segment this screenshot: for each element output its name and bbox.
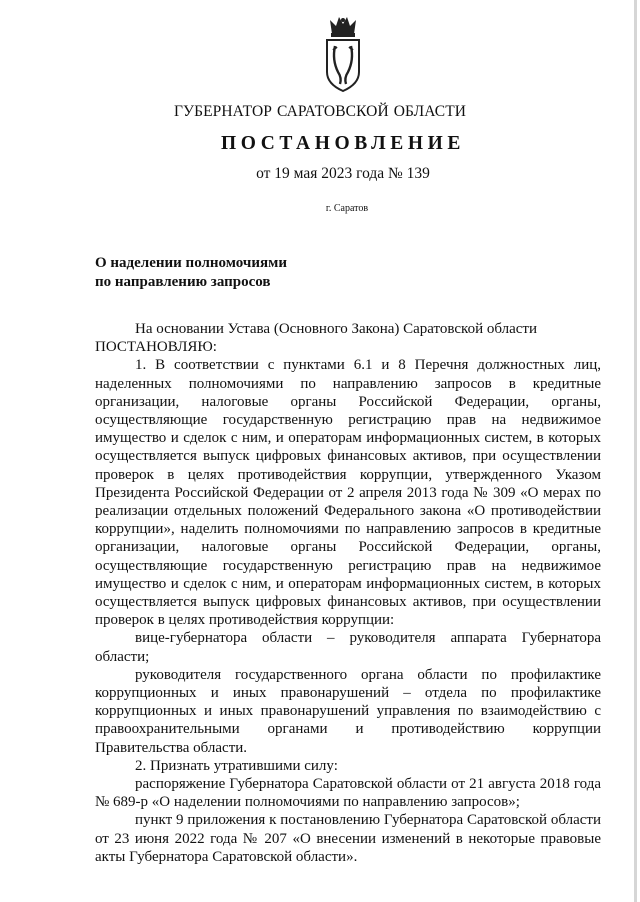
item-2-paragraph: 2. Признать утратившими силу: (135, 757, 338, 774)
preamble-paragraph: На основании Устава (Основного Закона) Саратовской области (135, 321, 538, 337)
subject-line-2: по направлению запросов (95, 274, 271, 290)
item-2b-paragraph: пункт 9 приложения к постановлению Губернатора Саратовской области от 23 июня 2022 года № 207 «О внесении изменений в некоторые правовые акты Губернатора Саратовской области». (95, 812, 601, 865)
governor-heading: ГУБЕРНАТОР САРАТОВСКОЙ ОБЛАСТИ (173, 103, 467, 120)
decree-word: ПОСТАНОВЛЯЮ: (95, 339, 217, 356)
document-date-number: от 19 мая 2023 года № 139 (256, 165, 430, 182)
item-1-paragraph: 1. В соответствии с пунктами 6.1 и 8 Перечня должностных лиц, наделенных полномочиями по направлению запросов в кредитные организации, налоговые органы Российской Федерации, органы, осуществляющие государственную регистрацию прав на недвижимое имущество и сделок с ним, и операторам информационных систем, в которых осуществляется выпуск цифровых финансовых активов, при осуществлении проверок в целях противодействия коррупции, утвержденного Указом Президента Российской Федерации от 2 апреля 2013 года № 309 «О мерах по реализации отдельных положений Федерального закона «О противодействии коррупции», наделить полномочиями по направлению запросов в кредитные организации, налоговые органы Российской Федерации, органы, осуществляющие государственную регистрацию прав на недвижимое имущество и сделок с ним, и операторам информационных систем, в которых осуществляется выпуск цифровых финансовых активов, при осуществлении проверок в целях противодействия коррупции: (95, 357, 601, 629)
document-city: г. Саратов (325, 203, 369, 214)
item-1a-paragraph: вице-губернатора области – руководителя аппарата Губернатора области; (95, 630, 601, 665)
document-subject (95, 254, 287, 292)
item-2a-paragraph: распоряжение Губернатора Саратовской области от 21 августа 2018 года № 689-р «О наделении полномочиями по направлению запросов»; (95, 776, 601, 811)
scan-edge-line (634, 0, 637, 902)
document-title: ПОСТАНОВЛЕНИЕ (220, 133, 466, 154)
coat-of-arms-icon (322, 14, 364, 94)
document-body (95, 320, 601, 866)
subject-line-1: О наделении полномочиями (95, 255, 287, 271)
item-1b-paragraph: руководителя государственного органа области по профилактике коррупционных и иных правонарушений – отдела по профилактике коррупционных и иных правонарушений управления по взаимодействию с правоохранительными органами и противодействию коррупции Правительства области. (95, 666, 601, 756)
